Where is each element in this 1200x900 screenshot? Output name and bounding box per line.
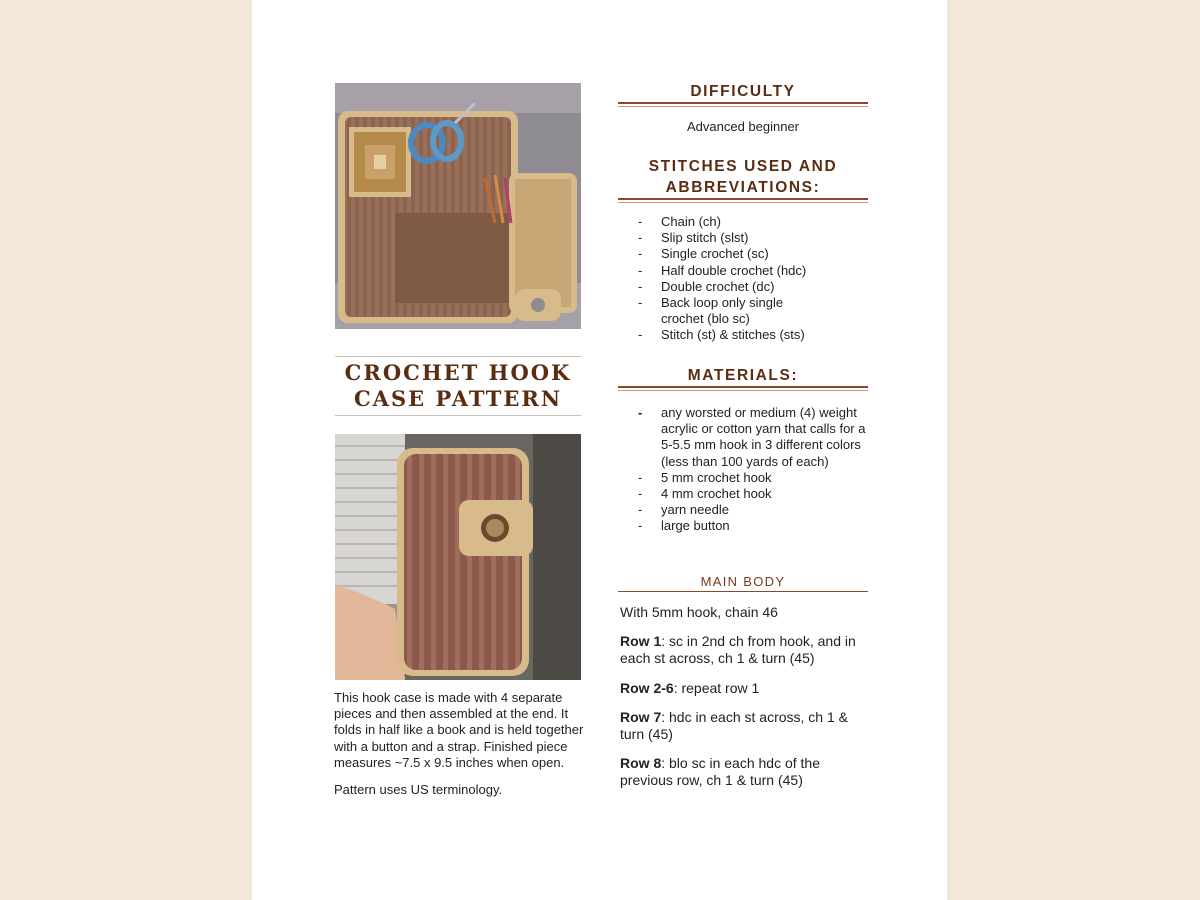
stitches-heading-line-2: ABBREVIATIONS:: [665, 179, 821, 196]
list-item: - any worsted or medium (4) weight acrylic or cotton yarn that calls for a 5-5.5 mm hook in 3 different colors (less than 100 yards of each): [638, 405, 866, 469]
title-line-2: CASE PATTERN: [353, 386, 563, 411]
intro-paragraph-1: This hook case is made with 4 separate pieces and then assembled at the end. It folds in half like a book and is held together with a button and a strap. Finished piece measures ~7.5 x 9.5 inches when open.: [334, 690, 584, 770]
materials-list: [638, 405, 868, 535]
list-item: - 5 mm crochet hook: [638, 469, 772, 485]
materials-heading: MATERIALS:: [687, 367, 799, 384]
list-item: - Chain (ch): [638, 214, 721, 229]
stitches-heading-line-1: STITCHES USED AND: [648, 158, 838, 175]
difficulty-value: Advanced beginner: [686, 119, 800, 134]
list-item: - 4 mm crochet hook: [638, 486, 772, 502]
row-instruction: Row 1: sc in 2nd ch from hook, and in each st across, ch 1 & turn (45): [620, 633, 856, 666]
main-body-heading: MAIN BODY: [700, 574, 786, 589]
photo-open-hook-case: [335, 83, 581, 329]
list-item: - Stitch (st) & stitches (sts): [638, 327, 805, 343]
row-instruction: Row 8: blo sc in each hdc of the previous row, ch 1 & turn (45): [620, 755, 820, 788]
list-item: - large button: [638, 518, 730, 534]
intro-paragraph-2: Pattern uses US terminology.: [334, 782, 503, 798]
main-body-start: With 5mm hook, chain 46: [620, 604, 778, 620]
pattern-title: [335, 356, 581, 416]
photo-closed-hook-case: [335, 434, 581, 680]
difficulty-rule: [618, 102, 868, 107]
stitches-rule: [618, 198, 868, 203]
stitches-list: [638, 214, 868, 344]
row-instruction: Row 7: hdc in each st across, ch 1 & turn (45): [620, 709, 848, 742]
main-body-rule: [618, 591, 868, 592]
list-item: - Back loop only single crochet (blo sc): [638, 295, 784, 327]
document-page: [252, 0, 947, 900]
row-instruction: Row 2-6: repeat row 1: [620, 680, 760, 696]
difficulty-heading: DIFFICULTY: [690, 83, 796, 100]
list-item: - Double crochet (dc): [638, 278, 775, 294]
list-item: - Slip stitch (slst): [638, 230, 749, 246]
materials-rule: [618, 386, 868, 391]
list-item: - Single crochet (sc): [638, 246, 769, 262]
intro-text: [334, 690, 584, 798]
list-item: - Half double crochet (hdc): [638, 262, 807, 278]
list-item: - yarn needle: [638, 502, 729, 518]
title-line-1: CROCHET HOOK: [344, 360, 572, 385]
